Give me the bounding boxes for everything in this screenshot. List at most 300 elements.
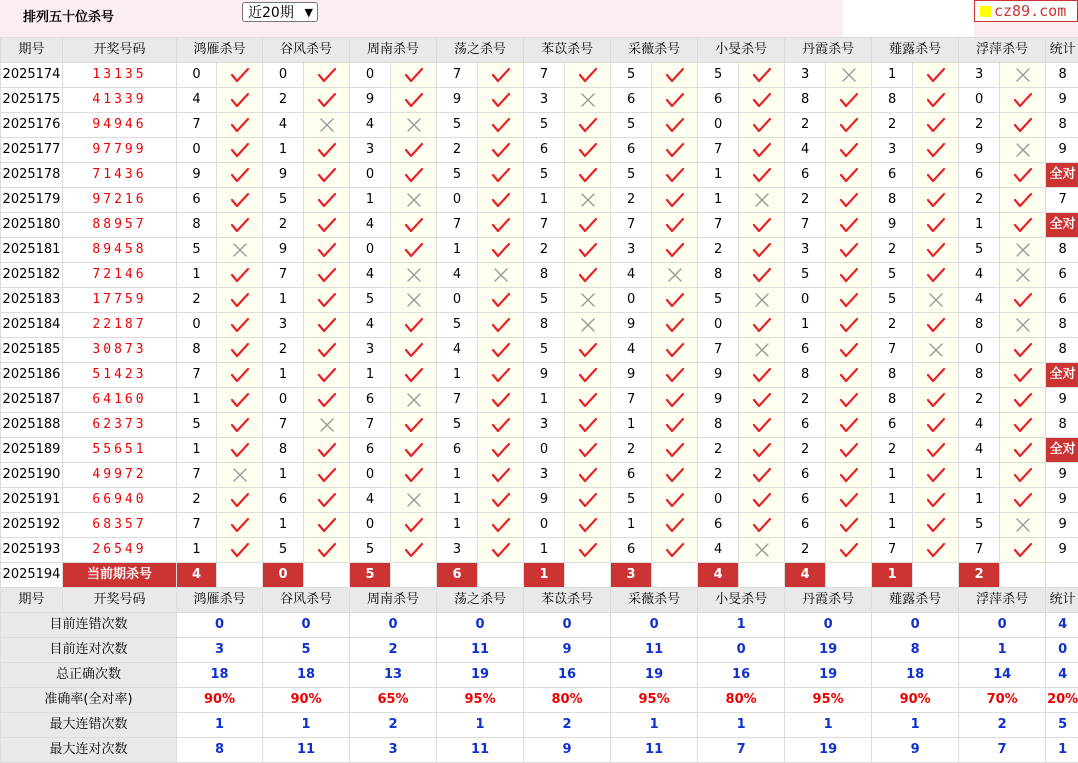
result-cell bbox=[478, 513, 524, 538]
result-cell bbox=[913, 263, 959, 288]
col-issue-header: 期号 bbox=[1, 38, 63, 63]
stats-value: 11 bbox=[437, 738, 524, 763]
result-cell bbox=[652, 513, 698, 538]
kill-number-cell: 6 bbox=[524, 138, 565, 163]
stat-cell: 9 bbox=[1046, 513, 1078, 538]
draw-number-cell: 66940 bbox=[63, 488, 177, 513]
issue-cell: 2025184 bbox=[1, 313, 63, 338]
check-icon bbox=[230, 417, 250, 433]
kill-number-cell: 2 bbox=[263, 88, 304, 113]
result-cell bbox=[565, 288, 611, 313]
check-icon bbox=[839, 417, 859, 433]
table-row bbox=[1, 213, 1078, 238]
draw-number-cell: 41339 bbox=[63, 88, 177, 113]
col-expert-header[interactable]: 小旻杀号 bbox=[698, 38, 785, 63]
kill-number-cell: 6 bbox=[959, 163, 1000, 188]
kill-number-cell: 6 bbox=[785, 463, 826, 488]
col-expert-header[interactable]: 小旻杀号 bbox=[698, 588, 785, 613]
kill-number-cell: 1 bbox=[959, 488, 1000, 513]
col-expert-header[interactable]: 丹霞杀号 bbox=[785, 588, 872, 613]
result-cell bbox=[826, 88, 872, 113]
cross-icon bbox=[230, 242, 250, 258]
result-cell bbox=[217, 438, 263, 463]
result-cell bbox=[391, 313, 437, 338]
col-expert-header[interactable]: 丹霞杀号 bbox=[785, 38, 872, 63]
kill-number-cell: 6 bbox=[785, 488, 826, 513]
table-row bbox=[1, 88, 1078, 113]
kill-number-cell: 2 bbox=[785, 113, 826, 138]
result-cell bbox=[652, 413, 698, 438]
cross-icon bbox=[578, 317, 598, 333]
check-icon bbox=[839, 317, 859, 333]
kill-number-cell: 5 bbox=[698, 288, 739, 313]
stats-value: 11 bbox=[611, 738, 698, 763]
kill-number-cell: 6 bbox=[698, 513, 739, 538]
result-cell bbox=[652, 113, 698, 138]
kill-number-cell: 7 bbox=[611, 213, 652, 238]
result-cell bbox=[478, 413, 524, 438]
col-draw-header: 开奖号码 bbox=[63, 588, 177, 613]
col-expert-header[interactable]: 周南杀号 bbox=[350, 38, 437, 63]
stats-value: 0 bbox=[785, 613, 872, 638]
kill-number-cell: 1 bbox=[177, 438, 217, 463]
stats-value: 18 bbox=[177, 663, 263, 688]
issue-cell: 2025186 bbox=[1, 363, 63, 388]
col-expert-header[interactable]: 鸿雁杀号 bbox=[177, 588, 263, 613]
stat-cell: 9 bbox=[1046, 138, 1078, 163]
kill-number-cell: 1 bbox=[437, 238, 478, 263]
cross-icon bbox=[578, 192, 598, 208]
kill-number-cell: 7 bbox=[785, 213, 826, 238]
check-icon bbox=[926, 417, 946, 433]
result-cell bbox=[391, 288, 437, 313]
check-icon bbox=[926, 167, 946, 183]
cross-icon bbox=[404, 192, 424, 208]
draw-number-cell: 49972 bbox=[63, 463, 177, 488]
stat-cell: 9 bbox=[1046, 538, 1078, 563]
stats-total: 1 bbox=[1046, 738, 1078, 763]
empty-cell bbox=[652, 563, 698, 588]
stats-value: 14 bbox=[959, 663, 1046, 688]
result-cell bbox=[913, 63, 959, 88]
result-cell bbox=[913, 338, 959, 363]
current-kill-number: 1 bbox=[872, 563, 913, 588]
stat-cell: 8 bbox=[1046, 338, 1078, 363]
kill-number-cell: 1 bbox=[177, 538, 217, 563]
kill-number-cell: 6 bbox=[350, 388, 391, 413]
col-expert-header[interactable]: 荡之杀号 bbox=[437, 588, 524, 613]
result-cell bbox=[1000, 63, 1046, 88]
stats-value: 0 bbox=[263, 613, 350, 638]
cross-icon bbox=[404, 292, 424, 308]
result-cell bbox=[565, 88, 611, 113]
col-expert-header[interactable]: 周南杀号 bbox=[350, 588, 437, 613]
kill-number-cell: 6 bbox=[872, 163, 913, 188]
check-icon bbox=[926, 92, 946, 108]
check-icon bbox=[1013, 342, 1033, 358]
stats-value: 90% bbox=[263, 688, 350, 713]
period-select[interactable] bbox=[242, 2, 318, 22]
kill-number-cell: 2 bbox=[785, 388, 826, 413]
kill-number-cell: 5 bbox=[350, 288, 391, 313]
col-expert-header[interactable]: 苯苡杀号 bbox=[524, 588, 611, 613]
col-expert-header[interactable]: 鸿雁杀号 bbox=[177, 38, 263, 63]
check-icon bbox=[665, 317, 685, 333]
empty-cell bbox=[304, 563, 350, 588]
stats-value: 1 bbox=[177, 713, 263, 738]
check-icon bbox=[491, 117, 511, 133]
check-icon bbox=[317, 67, 337, 83]
check-icon bbox=[839, 367, 859, 383]
kill-number-cell: 3 bbox=[350, 338, 391, 363]
issue-cell: 2025176 bbox=[1, 113, 63, 138]
table-row bbox=[1, 413, 1078, 438]
check-icon bbox=[665, 442, 685, 458]
stats-value: 1 bbox=[872, 713, 959, 738]
kill-number-cell: 0 bbox=[350, 513, 391, 538]
result-cell bbox=[217, 363, 263, 388]
stats-value: 3 bbox=[350, 738, 437, 763]
result-cell bbox=[478, 113, 524, 138]
check-icon bbox=[926, 67, 946, 83]
check-icon bbox=[926, 467, 946, 483]
col-stat-header: 统计 bbox=[1046, 38, 1078, 63]
check-icon bbox=[1013, 217, 1033, 233]
result-cell bbox=[565, 413, 611, 438]
check-icon bbox=[926, 242, 946, 258]
kill-number-cell: 3 bbox=[959, 63, 1000, 88]
result-cell bbox=[304, 113, 350, 138]
check-icon bbox=[578, 67, 598, 83]
kill-number-cell: 6 bbox=[785, 163, 826, 188]
cross-icon bbox=[839, 67, 859, 83]
kill-number-cell: 8 bbox=[959, 313, 1000, 338]
kill-number-cell: 8 bbox=[872, 88, 913, 113]
kill-number-cell: 1 bbox=[698, 163, 739, 188]
kill-number-cell: 4 bbox=[611, 263, 652, 288]
kill-number-cell: 6 bbox=[611, 88, 652, 113]
kill-number-cell: 5 bbox=[177, 413, 217, 438]
check-icon bbox=[491, 442, 511, 458]
check-icon bbox=[404, 167, 424, 183]
result-cell bbox=[739, 288, 785, 313]
check-icon bbox=[578, 492, 598, 508]
col-stat-header: 统计 bbox=[1046, 588, 1078, 613]
stats-value: 19 bbox=[437, 663, 524, 688]
check-icon bbox=[491, 492, 511, 508]
table-row bbox=[1, 188, 1078, 213]
col-expert-header[interactable]: 薤露杀号 bbox=[872, 38, 959, 63]
result-cell bbox=[739, 538, 785, 563]
col-expert-header[interactable]: 薤露杀号 bbox=[872, 588, 959, 613]
result-cell bbox=[739, 513, 785, 538]
col-expert-header[interactable]: 谷风杀号 bbox=[263, 588, 350, 613]
result-cell bbox=[304, 413, 350, 438]
all-correct-badge: 全对 bbox=[1046, 438, 1078, 463]
kill-number-cell: 4 bbox=[611, 338, 652, 363]
result-cell bbox=[565, 463, 611, 488]
kill-number-cell: 2 bbox=[872, 438, 913, 463]
result-cell bbox=[652, 488, 698, 513]
col-expert-header[interactable]: 苯苡杀号 bbox=[524, 38, 611, 63]
result-cell bbox=[565, 238, 611, 263]
result-cell bbox=[565, 388, 611, 413]
stats-value: 1 bbox=[437, 713, 524, 738]
result-cell bbox=[739, 163, 785, 188]
check-icon bbox=[578, 167, 598, 183]
stats-value: 95% bbox=[611, 688, 698, 713]
result-cell bbox=[826, 288, 872, 313]
stats-value: 2 bbox=[959, 713, 1046, 738]
kill-number-cell: 5 bbox=[611, 163, 652, 188]
kill-number-cell: 2 bbox=[611, 438, 652, 463]
result-cell bbox=[1000, 463, 1046, 488]
kill-number-cell: 4 bbox=[959, 263, 1000, 288]
col-expert-header[interactable]: 荡之杀号 bbox=[437, 38, 524, 63]
stats-value: 2 bbox=[524, 713, 611, 738]
result-cell bbox=[217, 188, 263, 213]
kill-number-cell: 5 bbox=[437, 163, 478, 188]
result-cell bbox=[652, 63, 698, 88]
check-icon bbox=[926, 117, 946, 133]
result-cell bbox=[826, 138, 872, 163]
result-cell bbox=[565, 113, 611, 138]
check-icon bbox=[752, 142, 772, 158]
kill-number-cell: 4 bbox=[785, 138, 826, 163]
check-icon bbox=[317, 142, 337, 158]
result-cell bbox=[1000, 413, 1046, 438]
kill-number-cell: 4 bbox=[698, 538, 739, 563]
col-expert-header[interactable]: 谷风杀号 bbox=[263, 38, 350, 63]
kill-number-cell: 7 bbox=[959, 538, 1000, 563]
check-icon bbox=[839, 92, 859, 108]
result-cell bbox=[304, 463, 350, 488]
result-cell bbox=[391, 413, 437, 438]
draw-number-cell: 30873 bbox=[63, 338, 177, 363]
result-cell bbox=[826, 388, 872, 413]
check-icon bbox=[752, 117, 772, 133]
result-cell bbox=[304, 188, 350, 213]
result-cell bbox=[652, 238, 698, 263]
col-expert-header[interactable]: 采薇杀号 bbox=[611, 38, 698, 63]
issue-cell: 2025193 bbox=[1, 538, 63, 563]
kill-number-cell: 8 bbox=[872, 363, 913, 388]
kill-number-cell: 1 bbox=[263, 463, 304, 488]
draw-number-cell: 97216 bbox=[63, 188, 177, 213]
result-cell bbox=[304, 313, 350, 338]
kill-number-cell: 3 bbox=[524, 463, 565, 488]
kill-number-cell: 4 bbox=[959, 438, 1000, 463]
result-cell bbox=[478, 388, 524, 413]
kill-number-cell: 1 bbox=[872, 63, 913, 88]
result-cell bbox=[1000, 388, 1046, 413]
draw-number-cell: 72146 bbox=[63, 263, 177, 288]
col-expert-header[interactable]: 采薇杀号 bbox=[611, 588, 698, 613]
table-row bbox=[1, 163, 1078, 188]
kill-number-cell: 5 bbox=[611, 113, 652, 138]
check-icon bbox=[926, 542, 946, 558]
check-icon bbox=[752, 67, 772, 83]
result-cell bbox=[913, 313, 959, 338]
stats-value: 7 bbox=[959, 738, 1046, 763]
stats-value: 8 bbox=[177, 738, 263, 763]
kill-number-cell: 5 bbox=[437, 313, 478, 338]
issue-cell: 2025175 bbox=[1, 88, 63, 113]
check-icon bbox=[317, 167, 337, 183]
empty-cell bbox=[739, 563, 785, 588]
stats-total: 5 bbox=[1046, 713, 1078, 738]
kill-number-cell: 5 bbox=[698, 63, 739, 88]
stats-value: 95% bbox=[785, 688, 872, 713]
result-cell bbox=[1000, 188, 1046, 213]
kill-number-cell: 1 bbox=[263, 513, 304, 538]
kill-number-cell: 5 bbox=[785, 263, 826, 288]
check-icon bbox=[404, 517, 424, 533]
result-cell bbox=[1000, 163, 1046, 188]
result-cell bbox=[826, 438, 872, 463]
kill-number-cell: 3 bbox=[785, 63, 826, 88]
stats-value: 16 bbox=[524, 663, 611, 688]
check-icon bbox=[404, 442, 424, 458]
result-cell bbox=[478, 138, 524, 163]
kill-number-cell: 1 bbox=[524, 388, 565, 413]
current-period-label: 当前期杀号 bbox=[63, 563, 177, 588]
current-kill-number: 4 bbox=[177, 563, 217, 588]
issue-cell: 2025182 bbox=[1, 263, 63, 288]
cross-icon bbox=[1013, 142, 1033, 158]
cross-icon bbox=[230, 467, 250, 483]
logo-text: cz89.com bbox=[994, 2, 1066, 20]
result-cell bbox=[304, 213, 350, 238]
stats-value: 1 bbox=[698, 713, 785, 738]
cross-icon bbox=[578, 92, 598, 108]
table-row bbox=[1, 63, 1078, 88]
current-period-row bbox=[1, 563, 1078, 588]
result-cell bbox=[739, 213, 785, 238]
result-cell bbox=[739, 413, 785, 438]
stats-value: 0 bbox=[698, 638, 785, 663]
result-cell bbox=[391, 488, 437, 513]
stats-value: 90% bbox=[872, 688, 959, 713]
check-icon bbox=[926, 192, 946, 208]
stats-value: 1 bbox=[959, 638, 1046, 663]
kill-number-cell: 8 bbox=[785, 88, 826, 113]
kill-number-cell: 7 bbox=[872, 538, 913, 563]
stats-value: 9 bbox=[524, 738, 611, 763]
check-icon bbox=[404, 67, 424, 83]
result-cell bbox=[478, 88, 524, 113]
kill-number-cell: 0 bbox=[524, 438, 565, 463]
check-icon bbox=[665, 192, 685, 208]
chevron-down-icon: ▼ bbox=[305, 3, 313, 23]
stats-value: 95% bbox=[437, 688, 524, 713]
stat-cell: 7 bbox=[1046, 188, 1078, 213]
result-cell bbox=[478, 438, 524, 463]
check-icon bbox=[578, 392, 598, 408]
kill-number-cell: 1 bbox=[350, 188, 391, 213]
result-cell bbox=[826, 163, 872, 188]
stat-cell: 8 bbox=[1046, 413, 1078, 438]
check-icon bbox=[839, 267, 859, 283]
check-icon bbox=[317, 192, 337, 208]
stat-cell: 8 bbox=[1046, 63, 1078, 88]
check-icon bbox=[839, 167, 859, 183]
check-icon bbox=[578, 417, 598, 433]
result-cell bbox=[1000, 113, 1046, 138]
result-cell bbox=[391, 213, 437, 238]
table-row bbox=[1, 338, 1078, 363]
kill-number-cell: 2 bbox=[263, 338, 304, 363]
result-cell bbox=[652, 188, 698, 213]
kill-number-cell: 2 bbox=[785, 188, 826, 213]
kill-number-cell: 5 bbox=[437, 113, 478, 138]
result-cell bbox=[304, 388, 350, 413]
result-cell bbox=[565, 213, 611, 238]
stats-total: 4 bbox=[1046, 663, 1078, 688]
check-icon bbox=[317, 442, 337, 458]
col-expert-header[interactable]: 浮萍杀号 bbox=[959, 588, 1046, 613]
result-cell bbox=[304, 338, 350, 363]
result-cell bbox=[217, 338, 263, 363]
issue-cell: 2025174 bbox=[1, 63, 63, 88]
kill-number-cell: 2 bbox=[959, 388, 1000, 413]
check-icon bbox=[1013, 467, 1033, 483]
col-expert-header[interactable]: 浮萍杀号 bbox=[959, 38, 1046, 63]
kill-number-cell: 1 bbox=[872, 488, 913, 513]
result-cell bbox=[391, 513, 437, 538]
check-icon bbox=[578, 267, 598, 283]
result-cell bbox=[913, 163, 959, 188]
kill-number-cell: 1 bbox=[437, 363, 478, 388]
check-icon bbox=[752, 392, 772, 408]
kill-number-cell: 2 bbox=[698, 463, 739, 488]
period-select-value: 近20期 bbox=[248, 5, 294, 21]
check-icon bbox=[404, 242, 424, 258]
cross-icon bbox=[1013, 242, 1033, 258]
cross-icon bbox=[404, 392, 424, 408]
cross-icon bbox=[1013, 517, 1033, 533]
result-cell bbox=[478, 63, 524, 88]
issue-cell: 2025181 bbox=[1, 238, 63, 263]
kill-number-cell: 4 bbox=[350, 313, 391, 338]
stat-cell: 6 bbox=[1046, 263, 1078, 288]
stats-value: 0 bbox=[959, 613, 1046, 638]
kill-number-cell: 3 bbox=[872, 138, 913, 163]
result-cell bbox=[739, 238, 785, 263]
result-cell bbox=[478, 213, 524, 238]
result-cell bbox=[826, 63, 872, 88]
kill-number-cell: 0 bbox=[350, 463, 391, 488]
site-logo[interactable] bbox=[974, 0, 1078, 22]
stats-row bbox=[1, 738, 1078, 763]
result-cell bbox=[652, 338, 698, 363]
stats-row bbox=[1, 713, 1078, 738]
check-icon bbox=[230, 217, 250, 233]
result-cell bbox=[739, 63, 785, 88]
result-cell bbox=[391, 238, 437, 263]
result-cell bbox=[913, 213, 959, 238]
kill-number-cell: 3 bbox=[524, 88, 565, 113]
result-cell bbox=[739, 338, 785, 363]
stats-label: 最大连错次数 bbox=[1, 713, 177, 738]
kill-number-cell: 6 bbox=[611, 538, 652, 563]
result-cell bbox=[913, 113, 959, 138]
stat-cell: 6 bbox=[1046, 288, 1078, 313]
kill-number-cell: 2 bbox=[959, 113, 1000, 138]
result-cell bbox=[391, 388, 437, 413]
kill-number-cell: 7 bbox=[177, 113, 217, 138]
result-cell bbox=[478, 313, 524, 338]
